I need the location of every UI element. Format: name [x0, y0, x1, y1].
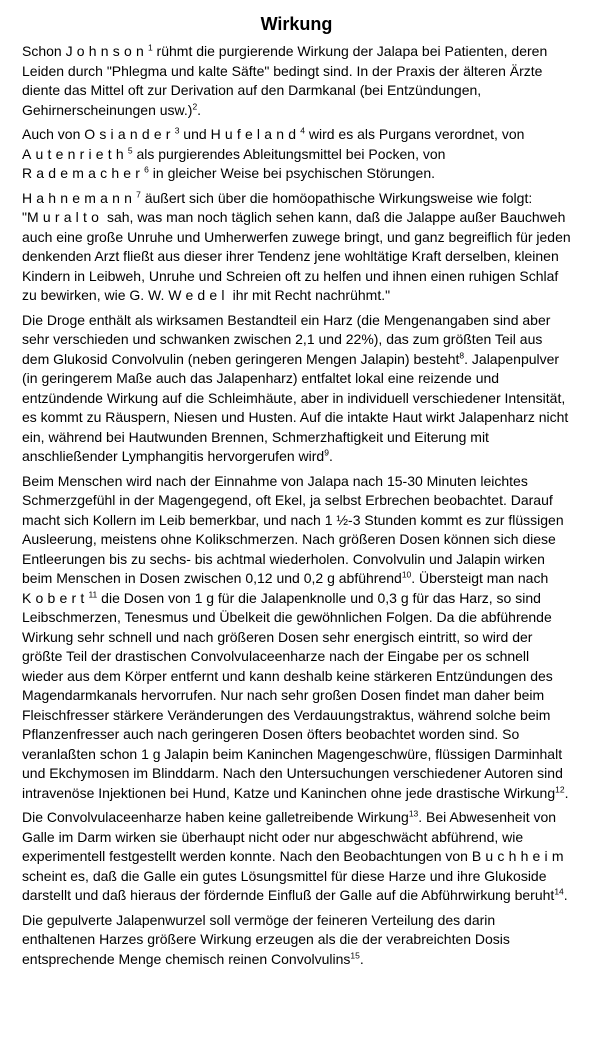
paragraph [22, 125, 571, 184]
footnote-ref: 9 [324, 447, 329, 458]
spaced-name: Muralto [26, 209, 104, 225]
text-run: scheint es, daß die Galle ein gutes Lösungsmittel für diese Harze und ihre Glukoside darstellt und daß hieraus der fördernde Einfluß der Galle auf die Abführwirkung beruht [22, 867, 555, 903]
paragraph [22, 189, 571, 306]
text-run: Beim Menschen wird nach der Einnahme von Jalapa nach 15-30 Minuten leichtes Schmerzgefühl in der Magengegend, oft Ekel, ja selbst Erbrechen beobachtet. Darauf macht sich Kollern im Leib bemerkbar, und nach 1 ½-3 Stunden kommt es zur flüssigen Ausleerung, meistens ohne Kolikschmerzen. Nach größeren Dosen können sich diese Entleerungen bis zu sechs- bis achtmal wiederholen. Convolvulin und Jalapin wirken beim Menschen in Dosen zwischen 0,12 und 0,2 g abführend [22, 472, 564, 586]
text-run: . Jalapenpulver (in geringerem Maße auch das Jalapenharz) entfaltet lokal eine reizende und entzündende Wirkung auf die Schleimhäute, aber in individuell verschiedener Intensität, es kommt zu Räuspern, Niesen und Husten. Auf die intakte Haut wirkt Jalapenharz nicht ein, während bei Hautwunden Brennen, Schmerzhaftigkeit und Eiterung mit anschließender Lymphangitis hervorgerufen wird [22, 350, 569, 464]
footnote-ref: 4 [300, 125, 305, 136]
text-run: in gleicher Weise bei psychischen Störungen. [148, 165, 436, 181]
paragraph [22, 808, 571, 906]
text-run: äußert sich über die homöopathische Wirkungsweise wie folgt: " [22, 189, 533, 225]
paragraph [22, 911, 571, 970]
text-run: . Bei Abwesenheit von Galle im Darm wirken sie überhaupt nicht oder nur abgeschwächt abführend, wie experimentell festgestellt werden konnte. Nach den Beobachtungen von [22, 809, 557, 864]
footnote-ref: 7 [136, 188, 141, 199]
footnote-ref: 6 [144, 164, 149, 175]
text-run: . [197, 101, 202, 118]
text-run: rühmt die purgierende Wirkung der Jalapa bei Patienten, deren Leiden durch "Phlegma und kalte Säfte" bedingt sind. In der Praxis der älteren Ärzte diente das Mittel oft zur Derivation auf den Darmkanal (bei Entzündungen, Gehirnerscheinungen usw.) [22, 43, 548, 118]
footnote-ref: 11 [88, 588, 98, 599]
spaced-name: Kobert [22, 589, 89, 606]
paragraph [22, 42, 571, 120]
text-run: . Übersteigt man nach [411, 570, 549, 586]
text-run: Die Convolvulaceenharze haben keine galletreibende Wirkung [22, 809, 409, 825]
text-run: Die Droge enthält als wirksamen Bestandteil ein Harz (die Mengenangaben sind aber sehr verschieden und schwanken zwischen 2,1 und 22%), das zum größten Teil aus dem Glukosid Convolvulin (neben geringeren Mengen Jalapin) besteht [22, 311, 551, 367]
spaced-name: Buchheim [471, 848, 568, 864]
text-run: die Dosen von 1 g für die Jalapenknolle und 0,3 g für das Harz, so sind Leibschmerzen, Tenesmus und Übelkeit die gewöhnlichen Folgen. Da die abführende Wirkung sehr schnell und nach größeren Dosen sehr energisch eintritt, so wird der größte Teil der drastischen Convolvulaceenharze nach der Eingabe per os schnell wieder aus dem Körper entfernt und kann deshalb keine stärkeren Entzündungen des Magendarmkanals hervorrufen. Nur nach sehr großen Dosen findet man daher beim Fleischfresser stärkere Veränderungen des Verdauungstraktus, während solche beim Pflanzenfresser auch nach geringeren Dosen öfters beobachtet worden sind. So veranlaßten schon 1 g Jalapin beim Kaninchen Magengeschwüre, flüssigen Darminhalt und Ekchymosen im Blinddarm. Nach den Untersuchungen verschiedener Autoren sind intravenöse Injektionen bei Hund, Katze und Kaninchen ohne jede drastische Wirkung [22, 589, 563, 801]
paragraph [22, 472, 571, 804]
text-run: Auch von [22, 126, 85, 142]
text-run: Die gepulverte Jalapenwurzel soll vermöge der feineren Verteilung des darin enthaltenen Harzes größere Wirkung erzeugen als die der verabreichten Dosis entsprechende Menge chemisch reinen Convolvulins [22, 911, 510, 967]
text-run: und [179, 126, 211, 142]
spaced-name: Osiander [84, 126, 175, 142]
text-run: . [328, 448, 333, 464]
spaced-name: Autenrieth [22, 145, 128, 162]
footnote-ref: 12 [555, 783, 565, 794]
text-run: . [564, 784, 569, 801]
text-run: sah, was man noch täglich sehen kann, daß die Jalappe außer Bauchweh auch eine große Unruhe und Umherwerfen zuwege bringt, und ganz begreiflich für jeden denkenden Arzt fließt aus dieser ihrer Tendenz jene wohltätige Kraft derselben, kleinen Kindern in Leibweh, Unruhe und Schreien oft zu helfen und ihnen einen ruhigen Schlaf zu bewirken, wie G. W. [22, 209, 571, 303]
text-run: . [359, 950, 364, 967]
footnote-ref: 2 [192, 100, 198, 111]
footnote-ref: 8 [459, 349, 465, 360]
spaced-name: Wedel [168, 287, 229, 303]
document-body [22, 42, 571, 969]
footnote-ref: 1 [147, 42, 153, 53]
spaced-name: Johnson [65, 43, 148, 59]
footnote-ref: 5 [127, 144, 133, 155]
spaced-name: Rademacher [22, 165, 145, 181]
spaced-name: Hahnemann [22, 189, 137, 206]
footnote-ref: 14 [554, 886, 564, 897]
paragraph [22, 311, 571, 467]
text-run: Schon [22, 43, 66, 59]
footnote-ref: 13 [408, 808, 419, 819]
text-run: ihr mit Recht nachrühmt." [228, 287, 391, 303]
footnote-ref: 10 [401, 569, 412, 580]
text-run: wird es als Purgans verordnet, von [304, 126, 525, 142]
spaced-name: Hufeland [210, 126, 301, 142]
footnote-ref: 15 [350, 949, 360, 960]
footnote-ref: 3 [174, 125, 180, 136]
text-run: . [563, 887, 568, 903]
text-run: als purgierendes Ableitungsmittel bei Pocken, von [132, 145, 446, 162]
page-title: Wirkung [260, 14, 333, 34]
